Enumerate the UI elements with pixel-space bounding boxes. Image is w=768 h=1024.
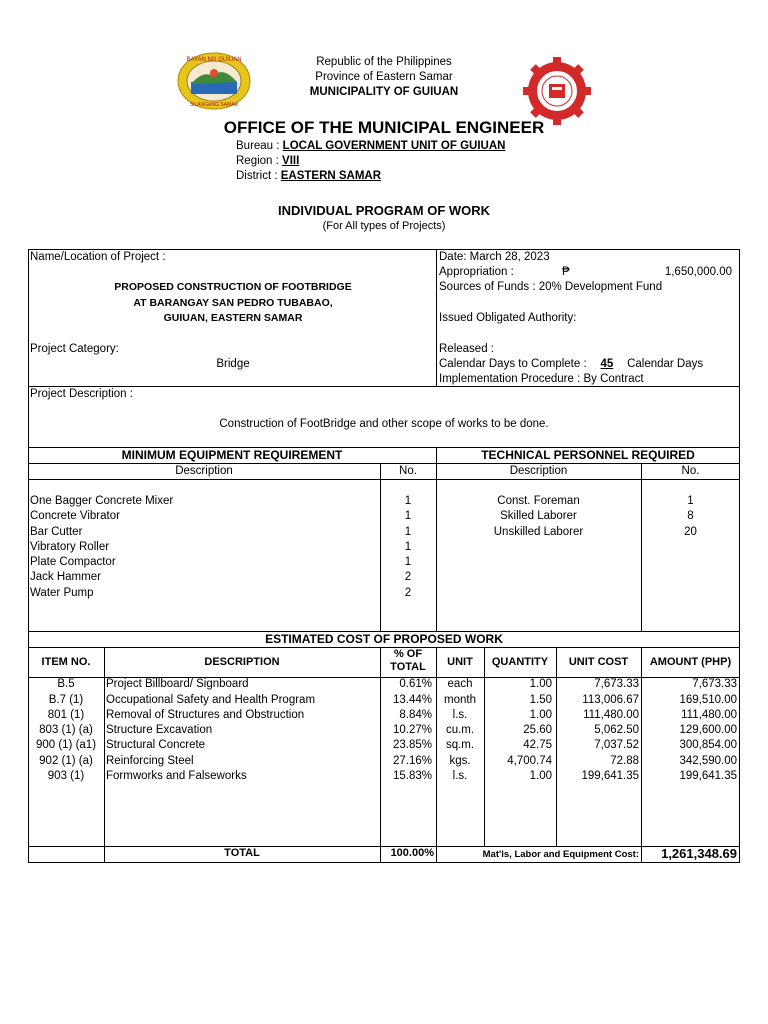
personnel-title: TECHNICAL PERSONNEL REQUIRED bbox=[481, 448, 695, 462]
equipment-item-desc: Concrete Vibrator bbox=[30, 510, 120, 522]
equipment-item-no: 2 bbox=[404, 571, 412, 583]
implementation-procedure: Implementation Procedure : By Contract bbox=[439, 373, 644, 385]
cost-item-amount: 7,673.33 bbox=[692, 678, 737, 690]
bureau-line bbox=[236, 139, 505, 154]
header-line-municipality: MUNICIPALITY OF GUIUAN bbox=[309, 86, 459, 98]
svg-text:SILANGANG SAMAR: SILANGANG SAMAR bbox=[189, 102, 239, 108]
equipment-item-desc: One Bagger Concrete Mixer bbox=[30, 495, 174, 507]
cost-item-pct: 10.27% bbox=[392, 724, 432, 736]
cost-item-description: Structural Concrete bbox=[106, 739, 206, 751]
cost-item-quantity: 25.60 bbox=[523, 724, 552, 736]
equipment-col-description: Description bbox=[175, 465, 233, 477]
cost-item-quantity: 1.00 bbox=[529, 770, 552, 782]
equipment-item-desc: Plate Compactor bbox=[30, 556, 116, 568]
cost-item-quantity: 1.50 bbox=[529, 694, 552, 706]
cost-item-pct: 8.84% bbox=[399, 709, 432, 721]
project-info-divider bbox=[436, 249, 437, 386]
cost-total-amount: 1,261,348.69 bbox=[661, 846, 737, 861]
header-line-province: Province of Eastern Samar bbox=[315, 71, 453, 83]
equipment-title: MINIMUM EQUIPMENT REQUIREMENT bbox=[121, 448, 343, 462]
divider-equipment-header bbox=[28, 479, 740, 480]
project-description-value: Construction of FootBridge and other scope of works to be done. bbox=[219, 418, 549, 430]
project-name-line3: GUIUAN, EASTERN SAMAR bbox=[163, 312, 303, 324]
cost-col-divider-item bbox=[104, 647, 105, 863]
cost-item-pct: 13.44% bbox=[392, 694, 432, 706]
cost-item-unit: sq.m. bbox=[445, 739, 475, 751]
cost-item-description: Formworks and Falseworks bbox=[106, 770, 247, 782]
header-line-republic: Republic of the Philippines bbox=[316, 56, 452, 68]
personnel-item-no: 8 bbox=[687, 510, 694, 522]
equipment-item-desc: Jack Hammer bbox=[30, 571, 101, 583]
cost-item-quantity: 1.00 bbox=[529, 709, 552, 721]
appropriation-label: Appropriation : bbox=[439, 266, 514, 278]
equipment-item-no: 1 bbox=[404, 556, 412, 568]
cost-header-pct-line2: TOTAL bbox=[390, 661, 426, 673]
cost-total-pct: 100.00% bbox=[390, 847, 434, 859]
equipment-col-no: No. bbox=[399, 465, 417, 477]
cost-header-unit-cost: UNIT COST bbox=[568, 656, 629, 668]
personnel-item-desc: Skilled Laborer bbox=[500, 510, 577, 522]
cost-item-description: Structure Excavation bbox=[106, 724, 213, 736]
personnel-col-description: Description bbox=[509, 465, 568, 477]
cost-header-item: ITEM NO. bbox=[41, 656, 91, 668]
region-label: Region : bbox=[236, 155, 283, 167]
cost-item-quantity: 1.00 bbox=[529, 678, 552, 690]
cost-item-description: Occupational Safety and Health Program bbox=[106, 694, 316, 706]
cost-item-unit-cost: 199,641.35 bbox=[581, 770, 639, 782]
cost-item-unit: l.s. bbox=[452, 709, 468, 721]
document-title: INDIVIDUAL PROGRAM OF WORK bbox=[277, 203, 491, 218]
cost-item-unit: kgs. bbox=[449, 755, 471, 767]
cost-title: ESTIMATED COST OF PROPOSED WORK bbox=[265, 632, 503, 646]
cost-item-unit-cost: 113,006.67 bbox=[582, 694, 639, 706]
cost-item-unit: cu.m. bbox=[445, 724, 475, 736]
cost-item-amount: 300,854.00 bbox=[679, 739, 737, 751]
equipment-item-desc: Water Pump bbox=[30, 587, 94, 599]
cost-item-no: 801 (1) bbox=[47, 709, 85, 721]
region-line bbox=[236, 154, 299, 169]
cost-item-no: 902 (1) (a) bbox=[39, 755, 93, 767]
cost-item-pct: 27.16% bbox=[392, 755, 432, 767]
office-title: OFFICE OF THE MUNICIPAL ENGINEER bbox=[223, 118, 545, 137]
personnel-item-no: 1 bbox=[687, 495, 694, 507]
cost-item-pct: 0.61% bbox=[399, 678, 432, 690]
personnel-item-no: 20 bbox=[684, 526, 697, 538]
cost-item-amount: 169,510.00 bbox=[679, 694, 737, 706]
personnel-item-desc: Unskilled Laborer bbox=[493, 526, 584, 538]
personnel-no-divider bbox=[641, 463, 642, 631]
cost-item-unit: month bbox=[444, 694, 476, 706]
cost-header-pct-line1: % OF bbox=[393, 648, 423, 660]
calendar-days-line bbox=[439, 357, 703, 372]
project-date: Date: March 28, 2023 bbox=[439, 251, 550, 263]
project-name-line1: PROPOSED CONSTRUCTION OF FOOTBRIDGE bbox=[114, 281, 352, 293]
personnel-col-no: No. bbox=[681, 465, 700, 477]
svg-text:BAYAN NG GUIUAN: BAYAN NG GUIUAN bbox=[186, 57, 242, 63]
cost-item-amount: 342,590.00 bbox=[679, 755, 737, 767]
cost-mats-label: Mat'ls, Labor and Equipment Cost: bbox=[482, 849, 639, 860]
cost-item-unit-cost: 5,062.50 bbox=[594, 724, 639, 736]
district-line bbox=[236, 169, 381, 184]
cost-header-unit: UNIT bbox=[447, 656, 473, 668]
cost-total-label: TOTAL bbox=[224, 847, 260, 859]
cost-item-amount: 199,641.35 bbox=[679, 770, 737, 782]
equipment-item-desc: Bar Cutter bbox=[30, 526, 83, 538]
cost-item-pct: 15.83% bbox=[392, 770, 432, 782]
personnel-item-desc: Const. Foreman bbox=[497, 495, 580, 507]
cost-item-unit-cost: 7,037.52 bbox=[594, 739, 639, 751]
region-value: VIII bbox=[282, 155, 300, 167]
cost-item-no: 900 (1) (a1) bbox=[35, 739, 97, 751]
calendar-days-suffix: Calendar Days bbox=[627, 358, 704, 370]
currency-symbol: ₱ bbox=[562, 266, 570, 278]
cost-item-description: Reinforcing Steel bbox=[106, 755, 194, 767]
bureau-label: Bureau : bbox=[236, 140, 283, 152]
cost-item-unit-cost: 72.88 bbox=[610, 755, 639, 767]
cost-item-no: B.7 (1) bbox=[48, 694, 84, 706]
equipment-item-no: 1 bbox=[404, 526, 412, 538]
cost-item-amount: 129,600.00 bbox=[679, 724, 737, 736]
cost-header-description: DESCRIPTION bbox=[204, 656, 280, 668]
cost-item-unit-cost: 7,673.33 bbox=[594, 678, 639, 690]
cost-item-no: B.5 bbox=[57, 678, 75, 690]
district-value: EASTERN SAMAR bbox=[280, 170, 382, 182]
released-label: Released : bbox=[439, 343, 494, 355]
project-category-value: Bridge bbox=[216, 358, 250, 370]
cost-item-no: 803 (1) (a) bbox=[39, 724, 93, 736]
district-label: District : bbox=[236, 170, 281, 182]
cost-item-no: 903 (1) bbox=[47, 770, 85, 782]
equipment-item-desc: Vibratory Roller bbox=[30, 541, 110, 553]
cost-header-quantity: QUANTITY bbox=[491, 656, 549, 668]
cost-item-amount: 111,480.00 bbox=[681, 709, 737, 721]
calendar-days-label: Calendar Days to Complete : bbox=[439, 358, 587, 370]
equipment-item-no: 1 bbox=[404, 541, 412, 553]
cost-item-unit-cost: 111,480.00 bbox=[583, 709, 639, 721]
document-subtitle: (For All types of Projects) bbox=[322, 220, 446, 232]
cost-item-unit: each bbox=[447, 678, 473, 690]
issued-obligated-authority: Issued Obligated Authority: bbox=[439, 312, 577, 324]
sources-of-funds: Sources of Funds : 20% Development Fund bbox=[439, 281, 663, 293]
equipment-item-no: 1 bbox=[404, 510, 412, 522]
appropriation-value: 1,650,000.00 bbox=[664, 266, 732, 278]
cost-item-unit: l.s. bbox=[452, 770, 468, 782]
cost-item-quantity: 4,700.74 bbox=[507, 755, 552, 767]
cost-item-quantity: 42.75 bbox=[523, 739, 552, 751]
equipment-item-no: 2 bbox=[404, 587, 412, 599]
project-name-line2: AT BARANGAY SAN PEDRO TUBABAO, bbox=[133, 297, 333, 309]
cost-item-description: Removal of Structures and Obstruction bbox=[106, 709, 305, 721]
project-name-label: Name/Location of Project : bbox=[30, 251, 166, 263]
calendar-days-value: 45 bbox=[600, 358, 614, 370]
equipment-item-no: 1 bbox=[404, 495, 412, 507]
project-description-label: Project Description : bbox=[30, 388, 133, 400]
bureau-value: LOCAL GOVERNMENT UNIT OF GUIUAN bbox=[282, 140, 506, 152]
cost-item-description: Project Billboard/ Signboard bbox=[106, 678, 249, 690]
project-category-label: Project Category: bbox=[30, 343, 119, 355]
cost-header-amount: AMOUNT (PHP) bbox=[649, 656, 732, 668]
cost-item-pct: 23.85% bbox=[392, 739, 432, 751]
